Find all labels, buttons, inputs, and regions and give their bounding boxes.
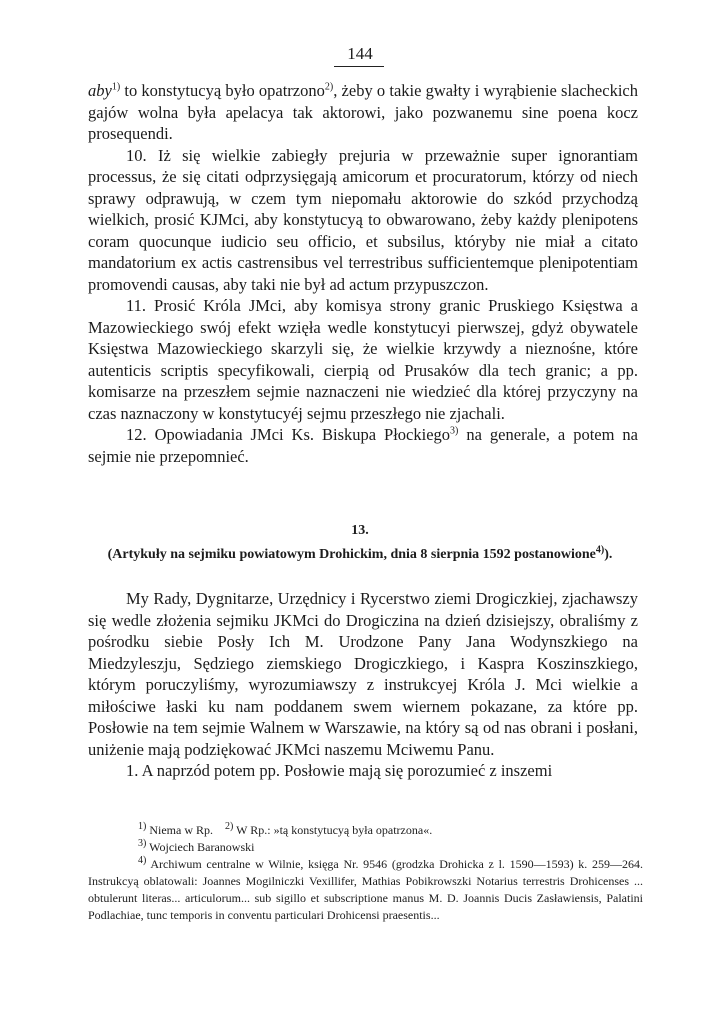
lead-word: aby [88,81,112,100]
page-number-rule [334,66,384,67]
body-text-section [88,588,638,782]
paragraph-text: 12. Opowiadania JMci Ks. Biskupa Płockiego [126,425,451,444]
paragraph-text: na generale, a potem na sejmie nie przepomnieć. [88,425,638,466]
footnote-ref: 4) [595,544,605,556]
footnote-text: Archiwum centralne w Wilnie, księga Nr. 9546 (grodzka Drohicka z l. 1590—1593) k. 259—264. Instrukcyą oblatowali: Joannes Mogilniczki Vexillifer, Mathias Pobikrowszki Notarius terrestris Drohicenses ... obtulerunt literas... articulorum... sub sigillo et subscriptione manus M. D. Joannis Ducis Zasławiensis, Palatini Podlachiae, tunc temporis in conventu particulari Drohicensi praesentis... [88,857,643,922]
footnote-ref: 3) [450,425,459,437]
page-number: 144 [347,44,373,63]
paragraph-1: 1. A naprzód potem pp. Posłowie mają się porozumieć z inszemi [126,761,553,780]
footnote-text: Wojciech Baranowski [149,840,255,854]
footnote-mark: 4) [138,855,147,866]
footnote-text: Niema w Rp. [149,823,213,837]
paragraph-11: 11. Prosić Króla JMci, aby komisya strony granic Pruskiego Księstwa a Mazowieckiego swój efekt wzięła wedle konstytucyi pierwszej, gdyż obywatele Księstwa Mazowieckiego skarzyli się, że wielkie krzywdy a nieznośne, które autenticis scriptis specyfikowali, cierpią od Prusaków dla tech granic; a pp. komisarze na przeszłem sejmie naznaczeni nie wiedzieć dla której przyczyny na czas naznaczony w konstytucyéj sejmu przeszłego nie zjachali. [88,296,638,423]
footnote-ref: 2) [324,81,334,93]
paragraph-text: to konstytucyą było opatrzono [120,81,325,100]
footnote-mark: 3) [138,838,147,849]
body-text [88,80,638,467]
paragraph-text: , żeby o takie gwałty i wyrąbienie slacheckich gajów wolna była apelacya tak aktorowi, jako pozwanemu sine poena kocz prosequendi. [88,81,638,143]
section-number: 13. [351,523,369,538]
paragraph-10: 10. Iż się wielkie zabiegły prejuria w przeważnie super ignorantiam processus, że się citati odprzysięgają amicorum et procuratorum, którzy od niech sprawy odprawują, w czem tym niepomału aktorowie do szkód przychodzą wielkich, prosić KJMci, aby konstytucyą to obwarowano, żeby każdy plenipotens coram quocunque iudicio seu officio, et subsilus, któryby nie miał a citato mandatorium ex actis castrensibus vel terrestribus sufficientemque plenipotentiam promovendi causas, aby taki nie był ad actum przypuszczon. [88,145,638,294]
footnote-ref: 1) [111,81,121,93]
section-title-end: ). [604,547,613,562]
footnotes [88,822,643,924]
footnote-mark: 2) [225,821,234,832]
paragraph-12 [88,424,638,467]
section-title [105,545,615,564]
footnote-line-1 [88,822,643,839]
paragraph-aby [88,80,638,145]
paragraph-intro: My Rady, Dygnitarze, Urzędnicy i Rycerstwo ziemi Drogiczkiej, zjachawszy się wedle złożenia sejmiku JKMci do Drogiczina na dzień dzisiejszy, obraliśmy z pośrodku siebie Posły Ich M. Urodzone Pany Jana Wodynszkiego na Miedzyleszju, Sędziego ziemskiego Drogiczkiego, i Kaspra Koszinszkiego, którym poruczyliśmy, wyrozumiawszy z instrukcyej Króla J. Mci wielkie a miłościwe łaski ku nam poddanem swem wiernem pokazane, za które pp. Posłowie na tem sejmie Walnem w Warszawie, na który są od nas obrani i posłani, uniżenie mają podziękować JKMci naszemu Mciwemu Panu. [88,589,638,759]
footnote-line-3 [88,839,643,856]
footnote-line-4 [88,856,643,924]
section-title-text: (Artykuły na sejmiku powiatowym Drohickim, dnia 8 sierpnia 1592 postanowione [107,547,596,562]
footnote-mark: 1) [138,821,147,832]
footnote-text: W Rp.: »tą konstytucyą była opatrzona«. [236,823,433,837]
